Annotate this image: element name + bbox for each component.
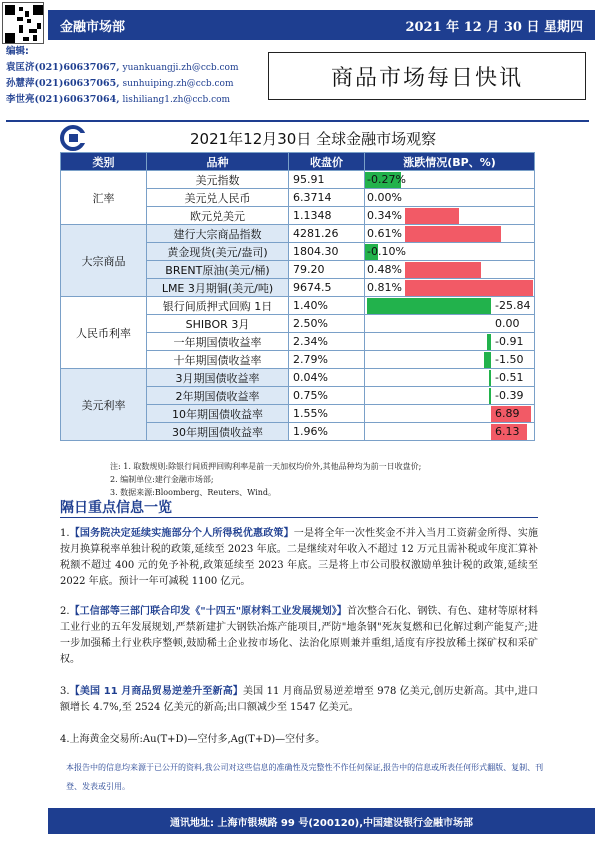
change-label: 0.00% xyxy=(367,191,402,204)
table-subheading: 2021年12月30日 全球金融市场观察 xyxy=(190,130,437,148)
close-value: 1.96% xyxy=(289,423,365,441)
change-label: -0.39 xyxy=(495,389,524,402)
change-label: 0.00 xyxy=(495,317,520,330)
change-bar-positive xyxy=(405,208,459,224)
header-category: 类别 xyxy=(61,153,147,171)
editor-phone: (021)60637065, xyxy=(34,78,120,89)
close-value: 79.20 xyxy=(289,261,365,279)
instrument-name: 30年期国债收益率 xyxy=(147,423,289,441)
qr-code xyxy=(2,2,44,44)
instrument-name: 欧元兑美元 xyxy=(147,207,289,225)
item-headline: 【美国 11 月商品贸易逆差升至新高】 xyxy=(69,686,243,697)
close-value: 2.79% xyxy=(289,351,365,369)
close-value: 0.04% xyxy=(289,369,365,387)
table-row xyxy=(61,171,535,189)
change-label: -1.50 xyxy=(495,353,524,366)
change-cell xyxy=(365,171,535,189)
instrument-name: SHIBOR 3月 xyxy=(147,315,289,333)
change-label: -25.84 xyxy=(495,299,531,312)
close-value: 95.91 xyxy=(289,171,365,189)
category-cell: 大宗商品 xyxy=(61,225,147,297)
change-bar-negative xyxy=(367,298,491,314)
item-body: 美国 11 月商品贸易逆差增至 978 亿美元,创历史新高。其中,进口额增长 4.7%,至 2524 亿美元的新高;出口额减少至 1547 亿美元。 xyxy=(60,686,538,713)
change-label: 0.81% xyxy=(367,281,402,294)
change-label: 6.89 xyxy=(495,407,520,420)
instrument-name: 建行大宗商品指数 xyxy=(147,225,289,243)
report-title: 商品市场每日快讯 xyxy=(268,52,586,100)
close-value: 2.34% xyxy=(289,333,365,351)
change-bar-positive xyxy=(405,226,501,242)
instrument-name: LME 3月期铜(美元/吨) xyxy=(147,279,289,297)
close-value: 9674.5 xyxy=(289,279,365,297)
close-value: 1.40% xyxy=(289,297,365,315)
table-header-row xyxy=(61,153,535,171)
news-item xyxy=(60,732,538,748)
change-label: -0.27% xyxy=(367,173,406,186)
instrument-name: 十年期国债收益率 xyxy=(147,351,289,369)
table-row xyxy=(61,297,535,315)
change-label: 0.61% xyxy=(367,227,402,240)
change-bar-negative xyxy=(489,370,491,386)
editor-email[interactable]: lishiliang1.zh@ccb.com xyxy=(122,95,231,105)
change-bar-positive xyxy=(405,280,533,296)
section-divider xyxy=(60,517,538,518)
change-cell xyxy=(365,405,535,423)
category-cell: 美元利率 xyxy=(61,369,147,441)
change-cell xyxy=(365,261,535,279)
note-line: 3. 数据来源:Bloomberg、Reuters、Wind。 xyxy=(110,488,277,497)
close-value: 4281.26 xyxy=(289,225,365,243)
editor-name: 袁匡济 xyxy=(6,62,35,73)
editor-email[interactable]: sunhuiping.zh@ccb.com xyxy=(122,79,234,89)
ccb-logo-icon xyxy=(60,125,90,151)
close-value: 1.1348 xyxy=(289,207,365,225)
change-cell xyxy=(365,225,535,243)
news-item xyxy=(60,526,538,590)
instrument-name: 2年期国债收益率 xyxy=(147,387,289,405)
editor-row xyxy=(6,92,266,108)
change-bar-negative xyxy=(484,352,491,368)
note-line: 2. 编制单位:建行金融市场部; xyxy=(110,475,214,484)
change-cell xyxy=(365,297,535,315)
category-cell: 汇率 xyxy=(61,171,147,225)
news-item xyxy=(60,604,538,668)
item-body: 一是将全年一次性奖金不并入当月工资薪金所得、实施按月换算税率单独计税的政策,延续至 2023 年底。二是继续对年收入不超过 12 万元且需补税或年度汇算补税额不超过 400 元的免予补税,政策延续至 2023 年底。三是将上市公司股权激励单独计税的政策,延续至 2022 年底。预计一年可减税 1100 亿元。 xyxy=(60,528,539,587)
editor-email[interactable]: yuankuangji.zh@ccb.com xyxy=(122,63,239,73)
editor-name: 李世亮 xyxy=(6,94,35,105)
item-number: 1. xyxy=(60,528,70,539)
change-bar-negative xyxy=(489,388,491,404)
header-close: 收盘价 xyxy=(289,153,365,171)
editors-label: 编辑: xyxy=(6,46,29,57)
change-cell xyxy=(365,423,535,441)
editor-phone: (021)60637064, xyxy=(34,94,120,105)
close-value: 1804.30 xyxy=(289,243,365,261)
table-notes xyxy=(110,460,421,499)
item-body: 首次整合石化、钢铁、有色、建材等原材料工业行业的五年发展规划,严禁新建扩大钢铁冶炼产能项目,严防"地条钢"死灰复燃和已化解过剩产能复产;进一步加强稀土行业秩序整顿,鼓励稀土企业按市场化、法治化原则兼并重组,适度有序投放稀土探矿权和采矿权。 xyxy=(60,606,539,665)
header-bar xyxy=(48,10,595,40)
table-row xyxy=(61,369,535,387)
editor-name: 孙慧萍 xyxy=(6,78,35,89)
change-label: -0.51 xyxy=(495,371,524,384)
instrument-name: 黄金现货(美元/盎司) xyxy=(147,243,289,261)
instrument-name: 一年期国债收益率 xyxy=(147,333,289,351)
header-name: 品种 xyxy=(147,153,289,171)
change-label: 0.48% xyxy=(367,263,402,276)
editor-phone: (021)60637067, xyxy=(34,62,120,73)
divider xyxy=(6,120,589,122)
item-headline: 【工信部等三部门联合印发《"十四五"原材料工业发展规划》】 xyxy=(69,606,347,617)
market-table xyxy=(60,152,535,441)
change-label: 6.13 xyxy=(495,425,520,438)
category-cell: 人民币利率 xyxy=(61,297,147,369)
item-number: 2. xyxy=(60,606,70,617)
change-label: -0.10% xyxy=(367,245,406,258)
department-name: 金融市场部 xyxy=(60,20,126,35)
change-bar-negative xyxy=(487,334,491,350)
change-cell xyxy=(365,351,535,369)
instrument-name: 美元兑人民币 xyxy=(147,189,289,207)
close-value: 1.55% xyxy=(289,405,365,423)
change-label: -0.91 xyxy=(495,335,524,348)
change-cell xyxy=(365,333,535,351)
change-cell xyxy=(365,279,535,297)
footer-address: 通讯地址: 上海市银城路 99 号(200120),中国建设银行金融市场部 xyxy=(48,808,595,834)
header-change: 涨跌情况(BP、%) xyxy=(365,153,535,171)
item-number: 4. xyxy=(60,734,70,745)
news-item xyxy=(60,684,538,716)
editor-row xyxy=(6,76,266,92)
instrument-name: 10年期国债收益率 xyxy=(147,405,289,423)
change-cell xyxy=(365,369,535,387)
note-line: 注: 1. 取数规则:除银行间质押回购利率是前一天加权均价外,其他品种均为前一日收盘价; xyxy=(110,462,422,471)
instrument-name: 3月期国债收益率 xyxy=(147,369,289,387)
change-cell xyxy=(365,315,535,333)
change-bar-positive xyxy=(405,262,481,278)
item-body: 上海黄金交易所:Au(T+D)—空付多,Ag(T+D)—空付多。 xyxy=(69,734,326,745)
change-label: 0.34% xyxy=(367,209,402,222)
close-value: 2.50% xyxy=(289,315,365,333)
section-title: 隔日重点信息一览 xyxy=(60,500,172,516)
report-date: 2021 年 12 月 30 日 星期四 xyxy=(405,20,583,35)
instrument-name: 美元指数 xyxy=(147,171,289,189)
close-value: 0.75% xyxy=(289,387,365,405)
disclaimer: 本报告中的信息均来源于已公开的资料,我公司对这些信息的准确性及完整性不作任何保证,报告中的信息或所表任何形式翻版、复制、刊登、发表或引用。 xyxy=(66,763,544,791)
editors-block xyxy=(6,44,266,108)
instrument-name: BRENT原油(美元/桶) xyxy=(147,261,289,279)
item-headline: 【国务院决定延续实施部分个人所得税优惠政策】 xyxy=(69,528,294,539)
table-row xyxy=(61,225,535,243)
item-number: 3. xyxy=(60,686,70,697)
close-value: 6.3714 xyxy=(289,189,365,207)
change-cell xyxy=(365,387,535,405)
instrument-name: 银行间质押式回购 1日 xyxy=(147,297,289,315)
change-cell xyxy=(365,207,535,225)
change-cell xyxy=(365,243,535,261)
change-cell xyxy=(365,189,535,207)
editor-row xyxy=(6,60,266,76)
